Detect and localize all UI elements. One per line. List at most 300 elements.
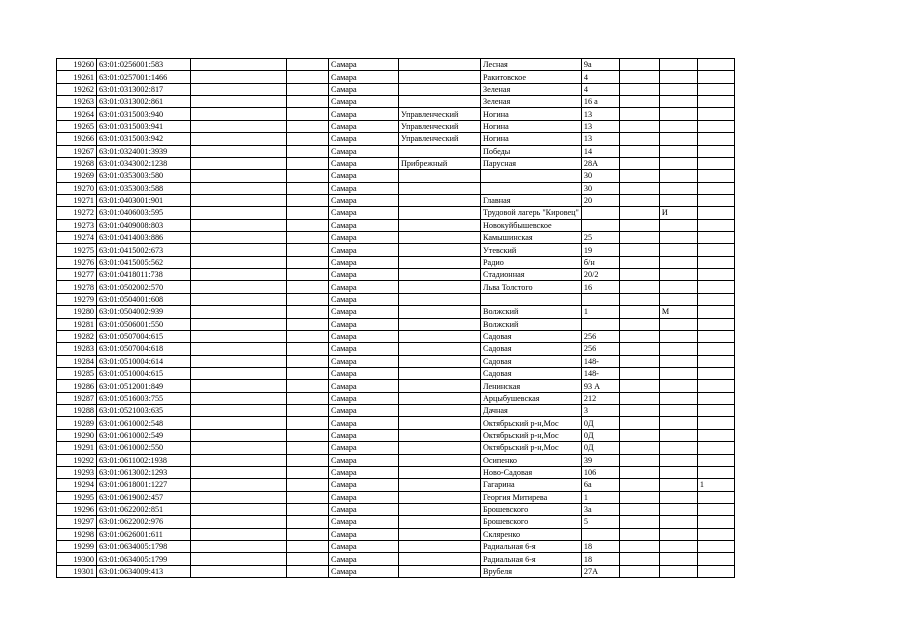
district-cell [399,182,481,194]
blank-cell [287,528,329,540]
extra-cell [697,281,734,293]
blank-cell [619,219,659,231]
extra-cell [659,330,697,342]
row-number-cell: 19270 [57,182,97,194]
street-cell: Лесная [481,59,582,71]
street-cell: Октябрьский р-н,Мос [481,417,582,429]
blank-cell [619,269,659,281]
table-row [57,367,735,379]
street-cell: Садовая [481,343,582,355]
row-number-cell: 19288 [57,405,97,417]
blank-cell [191,491,287,503]
blank-cell [191,380,287,392]
blank-cell [287,553,329,565]
city-cell: Самара [329,380,399,392]
extra-cell [659,466,697,478]
blank-cell [191,182,287,194]
city-cell: Самара [329,442,399,454]
blank-cell [191,306,287,318]
extra-cell [659,133,697,145]
cadastral-number-cell: 63:01:0414003:886 [97,232,191,244]
blank-cell [191,244,287,256]
city-cell: Самара [329,330,399,342]
extra-cell [697,232,734,244]
cadastral-number-cell: 63:01:0613002:1293 [97,466,191,478]
blank-cell [287,256,329,268]
blank-cell [619,380,659,392]
city-cell: Самара [329,59,399,71]
row-number-cell: 19298 [57,528,97,540]
blank-cell [619,392,659,404]
row-number-cell: 19263 [57,96,97,108]
blank-cell [191,219,287,231]
extra-cell [659,232,697,244]
house-number-cell: 106 [581,466,619,478]
table-row [57,528,735,540]
extra-cell [659,145,697,157]
house-number-cell: 18 [581,553,619,565]
district-cell [399,541,481,553]
extra-cell [659,182,697,194]
row-number-cell: 19260 [57,59,97,71]
table-row [57,442,735,454]
blank-cell [619,479,659,491]
table-row [57,355,735,367]
street-cell: Георгия Митирева [481,491,582,503]
blank-cell [191,120,287,132]
row-number-cell: 19266 [57,133,97,145]
city-cell: Самара [329,170,399,182]
blank-cell [287,96,329,108]
cadastral-number-cell: 63:01:0507004:615 [97,330,191,342]
street-cell: Зеленая [481,83,582,95]
blank-cell [619,96,659,108]
blank-cell [619,133,659,145]
blank-cell [191,466,287,478]
property-register-table [56,58,735,578]
extra-cell [697,293,734,305]
blank-cell [619,417,659,429]
street-cell: Льва Толстого [481,281,582,293]
table-row [57,108,735,120]
row-number-cell: 19271 [57,194,97,206]
house-number-cell: 20/2 [581,269,619,281]
street-cell: Главная [481,194,582,206]
blank-cell [619,503,659,515]
blank-cell [619,528,659,540]
blank-cell [287,429,329,441]
table-row [57,170,735,182]
city-cell: Самара [329,108,399,120]
blank-cell [287,479,329,491]
house-number-cell: 4 [581,83,619,95]
extra-cell [697,429,734,441]
blank-cell [619,318,659,330]
blank-cell [191,392,287,404]
house-number-cell: 148- [581,355,619,367]
row-number-cell: 19286 [57,380,97,392]
row-number-cell: 19293 [57,466,97,478]
table-row [57,59,735,71]
blank-cell [619,491,659,503]
cadastral-number-cell: 63:01:0315003:942 [97,133,191,145]
house-number-cell: 256 [581,343,619,355]
cadastral-number-cell: 63:01:0626001:611 [97,528,191,540]
table-row [57,503,735,515]
street-cell: Ногина [481,108,582,120]
table-row [57,516,735,528]
row-number-cell: 19275 [57,244,97,256]
street-cell: Ленинская [481,380,582,392]
extra-cell: И [659,207,697,219]
street-cell [481,293,582,305]
blank-cell [619,367,659,379]
district-cell [399,330,481,342]
street-cell: Скляренко [481,528,582,540]
extra-cell [659,503,697,515]
blank-cell [287,269,329,281]
cadastral-number-cell: 63:01:0257001:1466 [97,71,191,83]
blank-cell [191,429,287,441]
cadastral-number-cell: 63:01:0315003:941 [97,120,191,132]
extra-cell [659,528,697,540]
house-number-cell: 9а [581,59,619,71]
blank-cell [287,355,329,367]
extra-cell [697,380,734,392]
house-number-cell: 5 [581,516,619,528]
street-cell: Садовая [481,355,582,367]
house-number-cell: 25 [581,232,619,244]
extra-cell [659,194,697,206]
house-number-cell: 3а [581,503,619,515]
extra-cell [697,330,734,342]
district-cell [399,479,481,491]
blank-cell [287,281,329,293]
blank-cell [287,343,329,355]
city-cell: Самара [329,207,399,219]
house-number-cell: 4 [581,71,619,83]
house-number-cell: 13 [581,133,619,145]
blank-cell [619,306,659,318]
blank-cell [191,232,287,244]
cadastral-number-cell: 63:01:0403001:901 [97,194,191,206]
row-number-cell: 19300 [57,553,97,565]
table-row [57,330,735,342]
cadastral-number-cell: 63:01:0610002:548 [97,417,191,429]
blank-cell [287,330,329,342]
row-number-cell: 19295 [57,491,97,503]
blank-cell [191,59,287,71]
blank-cell [191,96,287,108]
city-cell: Самара [329,244,399,256]
extra-cell [659,256,697,268]
extra-cell [697,194,734,206]
street-cell: Ногина [481,120,582,132]
street-cell [481,182,582,194]
blank-cell [619,157,659,169]
extra-cell [659,83,697,95]
row-number-cell: 19269 [57,170,97,182]
extra-cell [659,417,697,429]
cadastral-number-cell: 63:01:0622002:976 [97,516,191,528]
district-cell [399,367,481,379]
district-cell [399,392,481,404]
blank-cell [191,367,287,379]
street-cell: Ногина [481,133,582,145]
blank-cell [619,565,659,577]
row-number-cell: 19285 [57,367,97,379]
extra-cell [697,207,734,219]
blank-cell [191,318,287,330]
extra-cell [659,392,697,404]
cadastral-number-cell: 63:01:0324001:3939 [97,145,191,157]
extra-cell [659,442,697,454]
district-cell [399,59,481,71]
street-cell: Стадионная [481,269,582,281]
extra-cell [697,454,734,466]
row-number-cell: 19290 [57,429,97,441]
extra-cell [697,108,734,120]
district-cell [399,194,481,206]
blank-cell [287,306,329,318]
blank-cell [287,392,329,404]
extra-cell [659,429,697,441]
blank-cell [191,442,287,454]
row-number-cell: 19261 [57,71,97,83]
blank-cell [191,83,287,95]
city-cell: Самара [329,367,399,379]
blank-cell [619,207,659,219]
extra-cell [697,219,734,231]
district-cell [399,269,481,281]
street-cell: Садовая [481,367,582,379]
cadastral-number-cell: 63:01:0516003:755 [97,392,191,404]
extra-cell [697,83,734,95]
city-cell: Самара [329,145,399,157]
city-cell: Самара [329,71,399,83]
extra-cell [697,541,734,553]
row-number-cell: 19292 [57,454,97,466]
street-cell: Садовая [481,330,582,342]
street-cell: Зеленая [481,96,582,108]
extra-cell [697,516,734,528]
row-number-cell: 19262 [57,83,97,95]
blank-cell [287,565,329,577]
district-cell: Управленческий [399,120,481,132]
cadastral-number-cell: 63:01:0343002:1238 [97,157,191,169]
blank-cell [619,343,659,355]
house-number-cell [581,207,619,219]
cadastral-number-cell: 63:01:0521003:635 [97,405,191,417]
extra-cell [697,367,734,379]
blank-cell [287,194,329,206]
district-cell [399,355,481,367]
district-cell [399,429,481,441]
table-row [57,157,735,169]
extra-cell [697,306,734,318]
cadastral-number-cell: 63:01:0507004:618 [97,343,191,355]
extra-cell [697,343,734,355]
cadastral-number-cell: 63:01:0315003:940 [97,108,191,120]
city-cell: Самара [329,157,399,169]
city-cell: Самара [329,120,399,132]
house-number-cell: 6а [581,479,619,491]
extra-cell [697,417,734,429]
city-cell: Самара [329,454,399,466]
row-number-cell: 19277 [57,269,97,281]
street-cell: Радиальная 6-я [481,553,582,565]
city-cell: Самара [329,96,399,108]
extra-cell [697,269,734,281]
blank-cell [287,133,329,145]
district-cell [399,293,481,305]
extra-cell [697,96,734,108]
table-row [57,553,735,565]
blank-cell [287,71,329,83]
blank-cell [287,541,329,553]
row-number-cell: 19301 [57,565,97,577]
table-row [57,343,735,355]
district-cell [399,516,481,528]
table-row [57,281,735,293]
extra-cell: 1 [697,479,734,491]
district-cell [399,145,481,157]
blank-cell [287,182,329,194]
table-body [57,59,735,578]
blank-cell [287,442,329,454]
cadastral-number-cell: 63:01:0634009:413 [97,565,191,577]
city-cell: Самара [329,269,399,281]
city-cell: Самара [329,83,399,95]
street-cell: Утевский [481,244,582,256]
house-number-cell [581,293,619,305]
house-number-cell: 30 [581,170,619,182]
blank-cell [287,491,329,503]
extra-cell [659,553,697,565]
street-cell: Арцыбушевская [481,392,582,404]
blank-cell [191,479,287,491]
table-row [57,182,735,194]
street-cell: Радиальная 6-я [481,541,582,553]
cadastral-number-cell: 63:01:0512001:849 [97,380,191,392]
cadastral-number-cell: 63:01:0634005:1799 [97,553,191,565]
blank-cell [191,528,287,540]
blank-cell [191,71,287,83]
table-row [57,306,735,318]
street-cell: Волжский [481,306,582,318]
row-number-cell: 19283 [57,343,97,355]
cadastral-number-cell: 63:01:0504001:608 [97,293,191,305]
blank-cell [287,417,329,429]
row-number-cell: 19280 [57,306,97,318]
street-cell: Новокуйбышевское [481,219,582,231]
cadastral-number-cell: 63:01:0611002:1938 [97,454,191,466]
blank-cell [287,318,329,330]
blank-cell [619,83,659,95]
blank-cell [287,232,329,244]
street-cell: Брошевского [481,503,582,515]
blank-cell [619,330,659,342]
row-number-cell: 19294 [57,479,97,491]
blank-cell [287,145,329,157]
city-cell: Самара [329,256,399,268]
blank-cell [191,256,287,268]
district-cell [399,219,481,231]
table-row [57,380,735,392]
city-cell: Самара [329,133,399,145]
row-number-cell: 19268 [57,157,97,169]
district-cell [399,306,481,318]
cadastral-number-cell: 63:01:0510004:614 [97,355,191,367]
house-number-cell [581,219,619,231]
cadastral-number-cell: 63:01:0504002:939 [97,306,191,318]
blank-cell [191,516,287,528]
row-number-cell: 19279 [57,293,97,305]
table-row [57,466,735,478]
house-number-cell: 93 А [581,380,619,392]
city-cell: Самара [329,528,399,540]
row-number-cell: 19276 [57,256,97,268]
blank-cell [287,367,329,379]
street-cell: Парусная [481,157,582,169]
house-number-cell: 14 [581,145,619,157]
blank-cell [619,145,659,157]
extra-cell [697,318,734,330]
city-cell: Самара [329,466,399,478]
extra-cell [697,503,734,515]
blank-cell [191,565,287,577]
extra-cell [697,405,734,417]
table-row [57,71,735,83]
house-number-cell: 27А [581,565,619,577]
row-number-cell: 19297 [57,516,97,528]
street-cell [481,170,582,182]
table-row [57,120,735,132]
extra-cell [659,367,697,379]
blank-cell [287,59,329,71]
blank-cell [287,466,329,478]
extra-cell [659,170,697,182]
cadastral-number-cell: 63:01:0313002:861 [97,96,191,108]
house-number-cell: 3 [581,405,619,417]
cadastral-number-cell: 63:01:0610002:549 [97,429,191,441]
city-cell: Самара [329,516,399,528]
house-number-cell: 39 [581,454,619,466]
extra-cell: М [659,306,697,318]
table-row [57,232,735,244]
extra-cell [697,133,734,145]
blank-cell [287,405,329,417]
district-cell [399,207,481,219]
extra-cell [659,96,697,108]
street-cell: Ракитовское [481,71,582,83]
table-row [57,96,735,108]
row-number-cell: 19272 [57,207,97,219]
extra-cell [659,108,697,120]
city-cell: Самара [329,219,399,231]
extra-cell [697,355,734,367]
extra-cell [697,528,734,540]
street-cell: Брошевского [481,516,582,528]
house-number-cell: 0Д [581,417,619,429]
table-row [57,133,735,145]
row-number-cell: 19281 [57,318,97,330]
district-cell [399,466,481,478]
cadastral-number-cell: 63:01:0634005:1798 [97,541,191,553]
blank-cell [619,194,659,206]
row-number-cell: 19296 [57,503,97,515]
extra-cell [659,541,697,553]
